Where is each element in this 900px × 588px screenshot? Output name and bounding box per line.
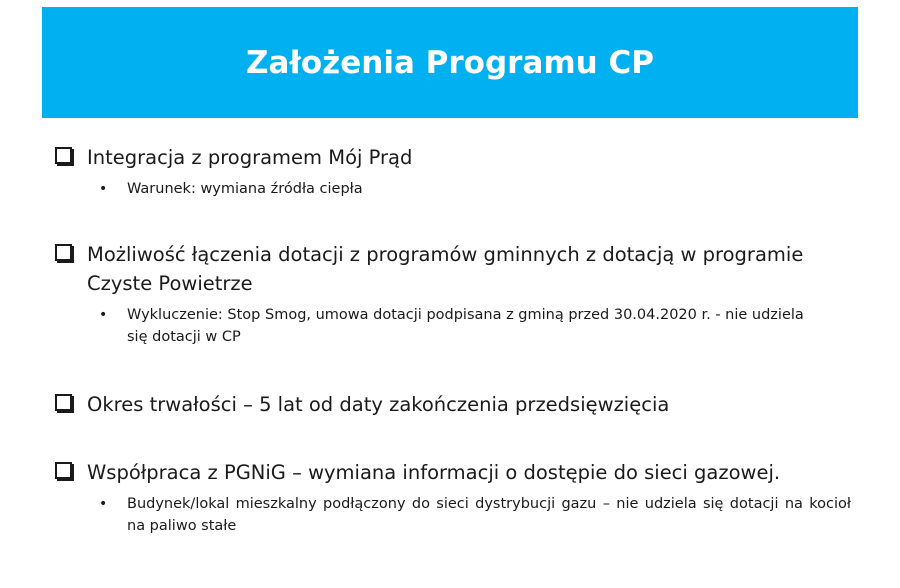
title-banner: [42, 7, 858, 118]
list-item: [55, 458, 855, 537]
checkbox-icon: [55, 244, 72, 261]
sub-item: [99, 493, 851, 537]
item-text: Współpraca z PGNiG – wymiana informacji o dostępie do sieci gazowej.: [87, 461, 781, 484]
checkbox-icon: [55, 147, 72, 164]
sub-item: [99, 178, 855, 200]
sub-item-text: Budynek/lokal mieszkalny podłączony do sieci dystrybucji gazu – nie udziela się dotacji na kocioł na paliwo stałe: [127, 496, 851, 534]
list-item: [55, 390, 855, 419]
sub-item-text: Wykluczenie: Stop Smog, umowa dotacji podpisana z gminą przed 30.04.2020 r. - nie udziela się dotacji w CP: [127, 307, 804, 345]
bullet-icon: •: [99, 307, 108, 323]
checkbox-icon: [55, 394, 72, 411]
sub-item: [99, 304, 827, 348]
bullet-icon: •: [99, 181, 108, 197]
item-text: Okres trwałości – 5 lat od daty zakończenia przedsięwzięcia: [87, 393, 670, 416]
page-title: Założenia Programu CP: [245, 44, 654, 81]
item-text: Możliwość łączenia dotacji z programów gminnych z dotacją w programie Czyste Powietrze: [87, 243, 804, 295]
list-item: [55, 143, 855, 200]
list-item: [55, 240, 855, 348]
item-text: Integracja z programem Mój Prąd: [87, 146, 413, 169]
sub-item-text: Warunek: wymiana źródła ciepła: [127, 181, 363, 197]
checkbox-icon: [55, 462, 72, 479]
bullet-icon: •: [99, 496, 108, 512]
